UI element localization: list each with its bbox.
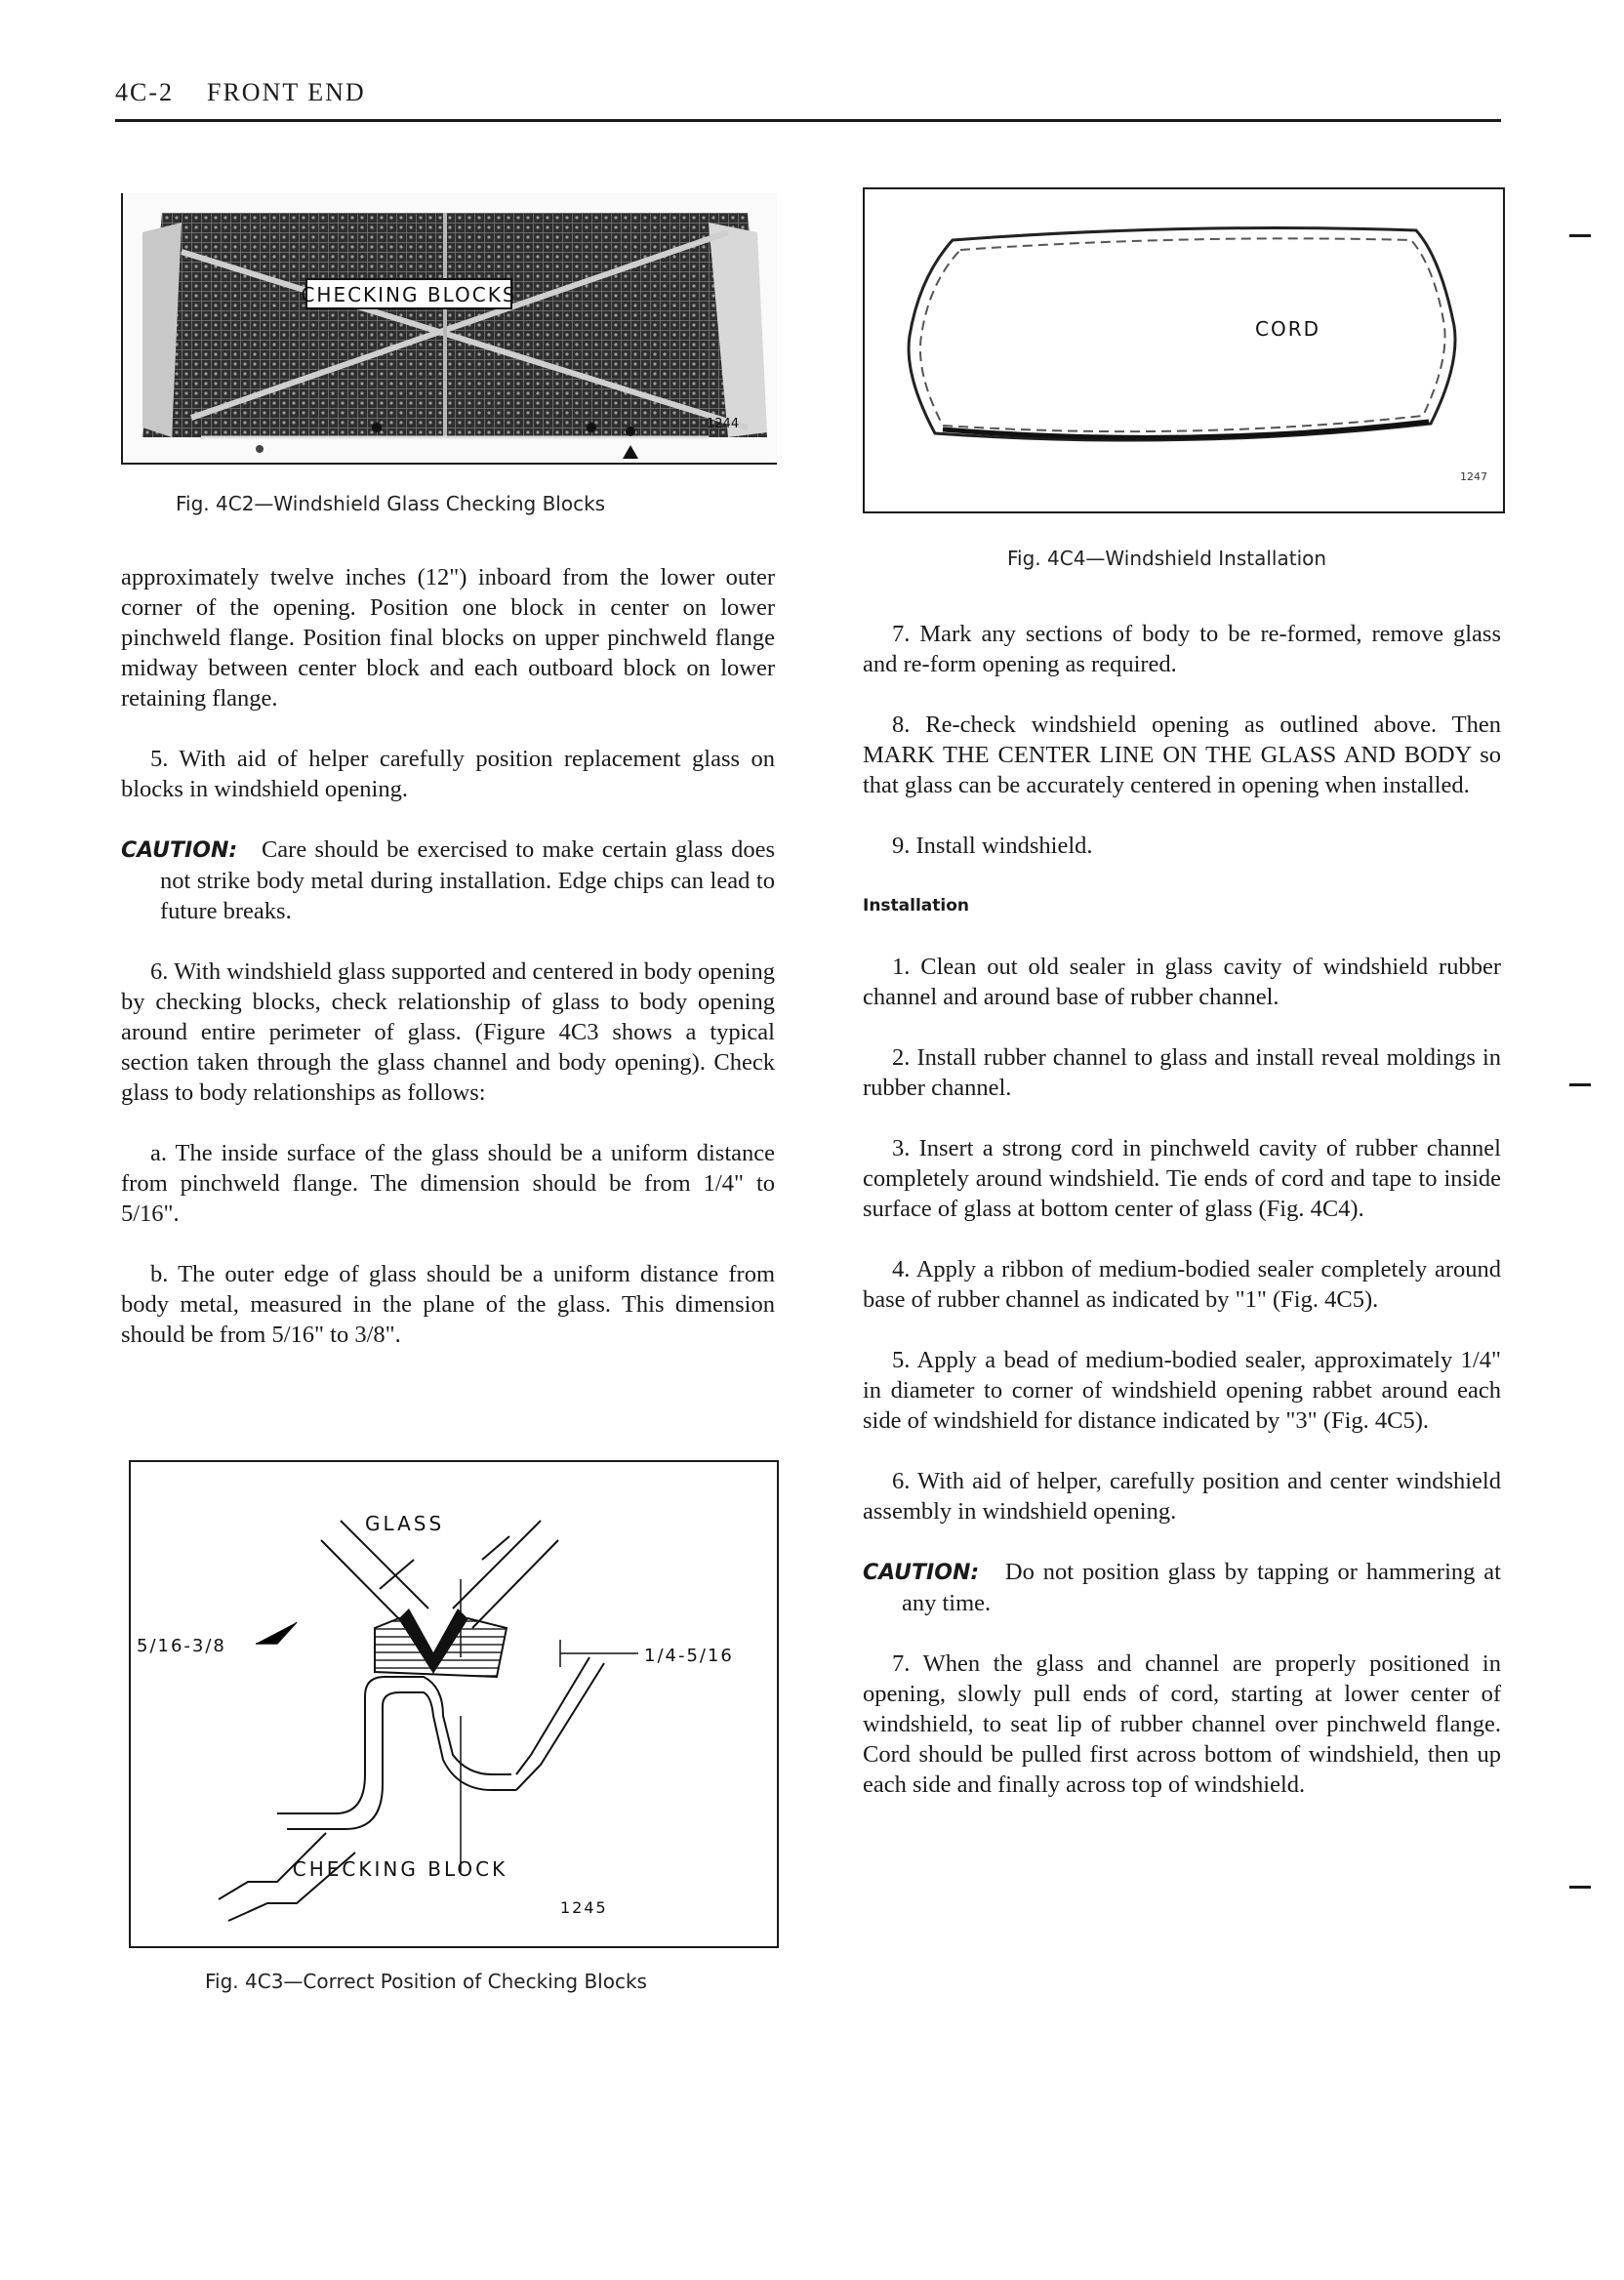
figure-4c2 bbox=[121, 193, 777, 465]
paragraph: 6. With aid of helper, carefully position and center windshield assembly in windshield opening. bbox=[863, 1468, 1501, 1525]
section-title: FRONT END bbox=[207, 78, 366, 106]
paragraph: a. The inside surface of the glass should be a uniform distance from pinchweld flange. The dimension should be from 1/4" to 5/16". bbox=[121, 1140, 775, 1227]
caution-note bbox=[863, 1557, 1501, 1618]
fig-4c4-caption: Fig. 4C4—Windshield Installation bbox=[1007, 547, 1327, 570]
left-column bbox=[121, 562, 775, 1350]
header-rule bbox=[115, 119, 1501, 122]
caution-label: CAUTION: bbox=[121, 838, 238, 863]
fig-4c3-dim-left: 5/16-3/8 bbox=[137, 1636, 226, 1656]
paragraph: 3. Insert a strong cord in pinchweld cavity of rubber channel completely around windshield. Tie ends of cord and tape to inside surface of glass at bottom center of glass (Fig. 4C4). bbox=[863, 1135, 1501, 1222]
windshield-cord-drawing bbox=[865, 189, 1503, 511]
paragraph: 8. Re-check windshield opening as outlined above. Then MARK THE CENTER LINE ON THE GLASS AND BODY so that glass can be accurately centered in opening when installed. bbox=[863, 712, 1501, 798]
checking-block-section-drawing bbox=[131, 1462, 777, 1946]
section-number: 4C-2 bbox=[115, 78, 174, 106]
fig-4c3-caption: Fig. 4C3—Correct Position of Checking Blocks bbox=[205, 1970, 647, 1993]
fig-4c2-number: 1244 bbox=[707, 417, 740, 431]
paragraph: 9. Install windshield. bbox=[892, 833, 1093, 859]
revision-mark bbox=[1569, 1886, 1591, 1889]
paragraph: 2. Install rubber channel to glass and install reveal moldings in rubber channel. bbox=[863, 1044, 1501, 1101]
paragraph: 5. Apply a bead of medium-bodied sealer, approximately 1/4" in diameter to corner of windshield opening rabbet around each side of windshield for distance indicated by "3" (Fig. 4C5). bbox=[863, 1347, 1501, 1434]
caution-text: Care should be exercised to make certain glass does not strike body metal during installation. Edge chips can lead to future breaks. bbox=[160, 836, 775, 924]
fig-4c2-caption: Fig. 4C2—Windshield Glass Checking Blocks bbox=[176, 492, 606, 515]
caution-note bbox=[121, 835, 775, 926]
figure-4c4 bbox=[863, 187, 1505, 513]
page-header bbox=[115, 78, 1501, 107]
section-heading: Installation bbox=[863, 896, 970, 916]
paragraph: b. The outer edge of glass should be a uniform distance from body metal, measured in the plane of the glass. This dimension should be from 5/16" to 3/8". bbox=[121, 1261, 775, 1348]
revision-mark bbox=[1569, 1083, 1591, 1086]
windshield-blocks-photo bbox=[123, 193, 777, 463]
fig-4c4-label: CORD bbox=[1255, 317, 1321, 341]
paragraph: 5. With aid of helper carefully position replacement glass on blocks in windshield opening. bbox=[121, 746, 775, 802]
caution-text: Do not position glass by tapping or hammering at any time. bbox=[902, 1559, 1501, 1616]
figure-4c3 bbox=[129, 1460, 779, 1948]
right-column bbox=[863, 619, 1501, 1800]
fig-4c3-dim-right: 1/4-5/16 bbox=[644, 1646, 734, 1666]
fig-4c2-label: CHECKING BLOCKS bbox=[301, 283, 517, 306]
paragraph: 1. Clean out old sealer in glass cavity of windshield rubber channel and around base of rubber channel. bbox=[863, 954, 1501, 1010]
fig-4c4-number: 1247 bbox=[1460, 470, 1487, 483]
paragraph: 7. When the glass and channel are properly positioned in opening, slowly pull ends of cord, starting at lower center of windshield, to seat lip of rubber channel over pinchweld flange. Cord should be pulled first across bottom of windshield, then up each side and finally across top of windshield. bbox=[863, 1650, 1501, 1798]
fig-4c3-block-label: CHECKING BLOCK bbox=[292, 1857, 508, 1881]
fig-4c3-number: 1245 bbox=[560, 1898, 608, 1917]
paragraph: 4. Apply a ribbon of medium-bodied sealer completely around base of rubber channel as indicated by "1" (Fig. 4C5). bbox=[863, 1256, 1501, 1313]
paragraph: approximately twelve inches (12") inboard from the lower outer corner of the opening. Position one block in center on lower pinchweld flange. Position final blocks on upper pinchweld flange midway between center block and each outboard block on lower retaining flange. bbox=[121, 564, 775, 712]
fig-4c3-glass-label: GLASS bbox=[365, 1512, 445, 1535]
paragraph: 6. With windshield glass supported and centered in body opening by checking blocks, check relationship of glass to body opening around entire perimeter of glass. (Figure 4C3 shows a typical section taken through the glass channel and body opening). Check glass to body relationships as follows: bbox=[121, 958, 775, 1106]
paragraph: 7. Mark any sections of body to be re-formed, remove glass and re-form opening as required. bbox=[863, 621, 1501, 677]
caution-label: CAUTION: bbox=[863, 1561, 980, 1585]
revision-mark bbox=[1569, 234, 1591, 237]
